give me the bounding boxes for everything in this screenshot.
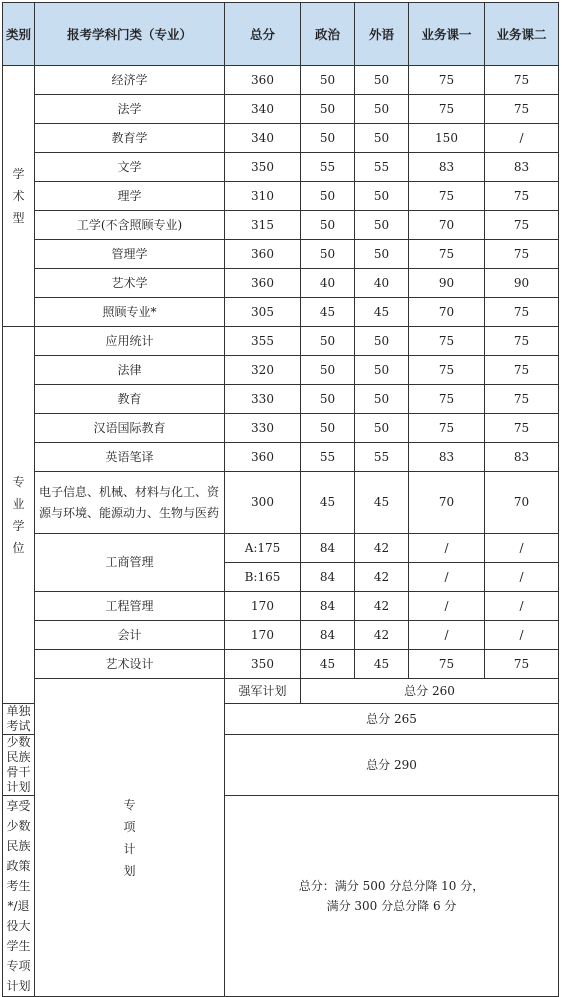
subject-cell: 教育 bbox=[35, 385, 225, 414]
score-cell: 55 bbox=[301, 153, 355, 182]
table-row bbox=[3, 211, 559, 240]
table-row bbox=[3, 66, 559, 95]
score-cell: 总分 260 bbox=[301, 679, 559, 704]
score-cell: 75 bbox=[485, 182, 559, 211]
score-cell: 50 bbox=[301, 211, 355, 240]
score-cell: 355 bbox=[225, 327, 301, 356]
score-cell: 170 bbox=[225, 621, 301, 650]
score-cell: 75 bbox=[409, 356, 485, 385]
score-cell: 360 bbox=[225, 240, 301, 269]
score-cell: 75 bbox=[409, 240, 485, 269]
score-cell: 55 bbox=[301, 443, 355, 472]
subject-cell: 理学 bbox=[35, 182, 225, 211]
table-row bbox=[3, 650, 559, 679]
score-cell: 360 bbox=[225, 443, 301, 472]
score-cell: 75 bbox=[485, 298, 559, 327]
score-cell: / bbox=[485, 621, 559, 650]
score-cell: B:165 bbox=[225, 563, 301, 592]
score-cell: 90 bbox=[409, 269, 485, 298]
score-cell: 75 bbox=[409, 327, 485, 356]
score-cell: 45 bbox=[355, 472, 409, 534]
score-cell: 83 bbox=[409, 443, 485, 472]
score-cell: 45 bbox=[301, 472, 355, 534]
score-cell: 50 bbox=[355, 182, 409, 211]
score-cell: 55 bbox=[355, 443, 409, 472]
table-row bbox=[3, 269, 559, 298]
score-cell: / bbox=[409, 621, 485, 650]
score-cell: 50 bbox=[355, 356, 409, 385]
score-cell: 350 bbox=[225, 650, 301, 679]
score-cell: 75 bbox=[485, 327, 559, 356]
score-cell: 310 bbox=[225, 182, 301, 211]
score-cell: 75 bbox=[485, 66, 559, 95]
subject-cell: 应用统计 bbox=[35, 327, 225, 356]
score-cell: 330 bbox=[225, 414, 301, 443]
subject-cell: 法学 bbox=[35, 95, 225, 124]
score-cell: 70 bbox=[409, 298, 485, 327]
header-total: 总分 bbox=[225, 3, 301, 66]
header-category: 类别 bbox=[3, 3, 35, 66]
score-cell: 84 bbox=[301, 592, 355, 621]
subject-cell: 会计 bbox=[35, 621, 225, 650]
subject-cell: 教育学 bbox=[35, 124, 225, 153]
score-cell: 315 bbox=[225, 211, 301, 240]
score-cell: A:175 bbox=[225, 534, 301, 563]
score-cell: 75 bbox=[409, 650, 485, 679]
table-row bbox=[3, 621, 559, 650]
table-row bbox=[3, 356, 559, 385]
score-cell: / bbox=[485, 124, 559, 153]
score-cell: 45 bbox=[301, 298, 355, 327]
score-cell: 45 bbox=[355, 298, 409, 327]
table-row bbox=[3, 153, 559, 182]
score-cell: 305 bbox=[225, 298, 301, 327]
subject-cell: 艺术学 bbox=[35, 269, 225, 298]
header-row bbox=[3, 3, 559, 66]
score-cell: 330 bbox=[225, 385, 301, 414]
subject-cell: 经济学 bbox=[35, 66, 225, 95]
score-cell: 360 bbox=[225, 66, 301, 95]
table-row bbox=[3, 592, 559, 621]
score-cell: 50 bbox=[301, 124, 355, 153]
score-cell: 75 bbox=[409, 95, 485, 124]
score-cell: 50 bbox=[301, 385, 355, 414]
score-cell: 45 bbox=[301, 650, 355, 679]
score-table bbox=[2, 2, 559, 997]
score-cell: 84 bbox=[301, 621, 355, 650]
score-cell: 75 bbox=[485, 650, 559, 679]
score-cell: 42 bbox=[355, 534, 409, 563]
score-cell: 55 bbox=[355, 153, 409, 182]
score-cell: 40 bbox=[301, 269, 355, 298]
table-row bbox=[3, 182, 559, 211]
subject-cell: 英语笔译 bbox=[35, 443, 225, 472]
subject-cell: 管理学 bbox=[35, 240, 225, 269]
score-cell: 50 bbox=[301, 414, 355, 443]
score-cell: / bbox=[485, 534, 559, 563]
table-row bbox=[3, 472, 559, 534]
subject-cell: 照顾专业* bbox=[35, 298, 225, 327]
subject-cell: 汉语国际教育 bbox=[35, 414, 225, 443]
score-cell: 50 bbox=[301, 182, 355, 211]
table-row bbox=[3, 240, 559, 269]
subject-cell: 少数民族骨干计划 bbox=[3, 735, 35, 796]
header-subject: 报考学科门类（专业） bbox=[35, 3, 225, 66]
header-course-two: 业务课二 bbox=[485, 3, 559, 66]
score-cell: / bbox=[409, 592, 485, 621]
score-cell: 50 bbox=[355, 240, 409, 269]
score-cell: 300 bbox=[225, 472, 301, 534]
score-cell: / bbox=[485, 563, 559, 592]
category-academic: 学术型 bbox=[3, 66, 35, 327]
category-special: 专项计划 bbox=[35, 679, 225, 997]
score-cell: 75 bbox=[409, 182, 485, 211]
score-cell: 75 bbox=[485, 356, 559, 385]
score-cell: 50 bbox=[301, 95, 355, 124]
score-cell: 350 bbox=[225, 153, 301, 182]
subject-cell: 艺术设计 bbox=[35, 650, 225, 679]
score-cell: 70 bbox=[485, 472, 559, 534]
subject-cell: 享受少数民族政策考生*/退役大学生专项计划 bbox=[3, 796, 35, 997]
table-row bbox=[3, 534, 559, 563]
score-cell: 75 bbox=[409, 385, 485, 414]
table-row bbox=[3, 124, 559, 153]
score-cell: 50 bbox=[355, 385, 409, 414]
score-cell: 83 bbox=[485, 153, 559, 182]
score-cell: 75 bbox=[485, 414, 559, 443]
score-cell: 150 bbox=[409, 124, 485, 153]
score-cell: 50 bbox=[355, 66, 409, 95]
special-note-line-1: 总分：满分 500 分总分降 10 分， bbox=[298, 879, 485, 893]
score-cell: 42 bbox=[355, 621, 409, 650]
score-cell: 84 bbox=[301, 534, 355, 563]
score-cell: / bbox=[485, 592, 559, 621]
score-cell: 340 bbox=[225, 95, 301, 124]
subject-cell: 单独考试 bbox=[3, 704, 35, 735]
score-cell: 总分 290 bbox=[225, 735, 559, 796]
table-row bbox=[3, 443, 559, 472]
table-row bbox=[3, 385, 559, 414]
score-cell bbox=[225, 796, 559, 997]
score-cell: 75 bbox=[409, 66, 485, 95]
score-cell: / bbox=[409, 563, 485, 592]
score-cell: 50 bbox=[301, 356, 355, 385]
subject-cell: 电子信息、机械、材料与化工、资源与环境、能源动力、生物与医药 bbox=[35, 472, 225, 534]
score-cell: 83 bbox=[409, 153, 485, 182]
score-cell: 75 bbox=[485, 385, 559, 414]
subject-cell: 文学 bbox=[35, 153, 225, 182]
score-cell: 42 bbox=[355, 563, 409, 592]
category-professional: 专业学位 bbox=[3, 327, 35, 704]
table-row bbox=[3, 414, 559, 443]
score-cell: 50 bbox=[301, 327, 355, 356]
header-course-one: 业务课一 bbox=[409, 3, 485, 66]
score-cell: 90 bbox=[485, 269, 559, 298]
score-cell: 170 bbox=[225, 592, 301, 621]
score-cell: 340 bbox=[225, 124, 301, 153]
subject-cell: 工学(不含照顾专业) bbox=[35, 211, 225, 240]
table-row bbox=[3, 327, 559, 356]
table-row bbox=[3, 298, 559, 327]
score-cell: 50 bbox=[301, 240, 355, 269]
score-cell: 50 bbox=[301, 66, 355, 95]
score-cell: 83 bbox=[485, 443, 559, 472]
score-cell: 70 bbox=[409, 472, 485, 534]
score-cell: 50 bbox=[355, 327, 409, 356]
header-politics: 政治 bbox=[301, 3, 355, 66]
score-cell: 75 bbox=[485, 240, 559, 269]
subject-cell: 工程管理 bbox=[35, 592, 225, 621]
score-cell: 75 bbox=[485, 211, 559, 240]
subject-cell: 工商管理 bbox=[35, 534, 225, 592]
table-row bbox=[3, 679, 559, 704]
score-cell: 70 bbox=[409, 211, 485, 240]
header-foreign-language: 外语 bbox=[355, 3, 409, 66]
score-cell: / bbox=[409, 534, 485, 563]
score-cell: 40 bbox=[355, 269, 409, 298]
score-cell: 50 bbox=[355, 211, 409, 240]
score-cell: 360 bbox=[225, 269, 301, 298]
subject-cell: 法律 bbox=[35, 356, 225, 385]
score-cell: 75 bbox=[409, 414, 485, 443]
score-cell: 320 bbox=[225, 356, 301, 385]
special-note-line-2: 满分 300 分总分降 6 分 bbox=[326, 899, 457, 913]
subject-cell: 强军计划 bbox=[225, 679, 301, 704]
score-cell: 45 bbox=[355, 650, 409, 679]
score-cell: 75 bbox=[485, 95, 559, 124]
table-row bbox=[3, 95, 559, 124]
score-cell: 总分 265 bbox=[225, 704, 559, 735]
score-cell: 50 bbox=[355, 95, 409, 124]
score-cell: 50 bbox=[355, 414, 409, 443]
score-cell: 50 bbox=[355, 124, 409, 153]
score-cell: 42 bbox=[355, 592, 409, 621]
score-cell: 84 bbox=[301, 563, 355, 592]
